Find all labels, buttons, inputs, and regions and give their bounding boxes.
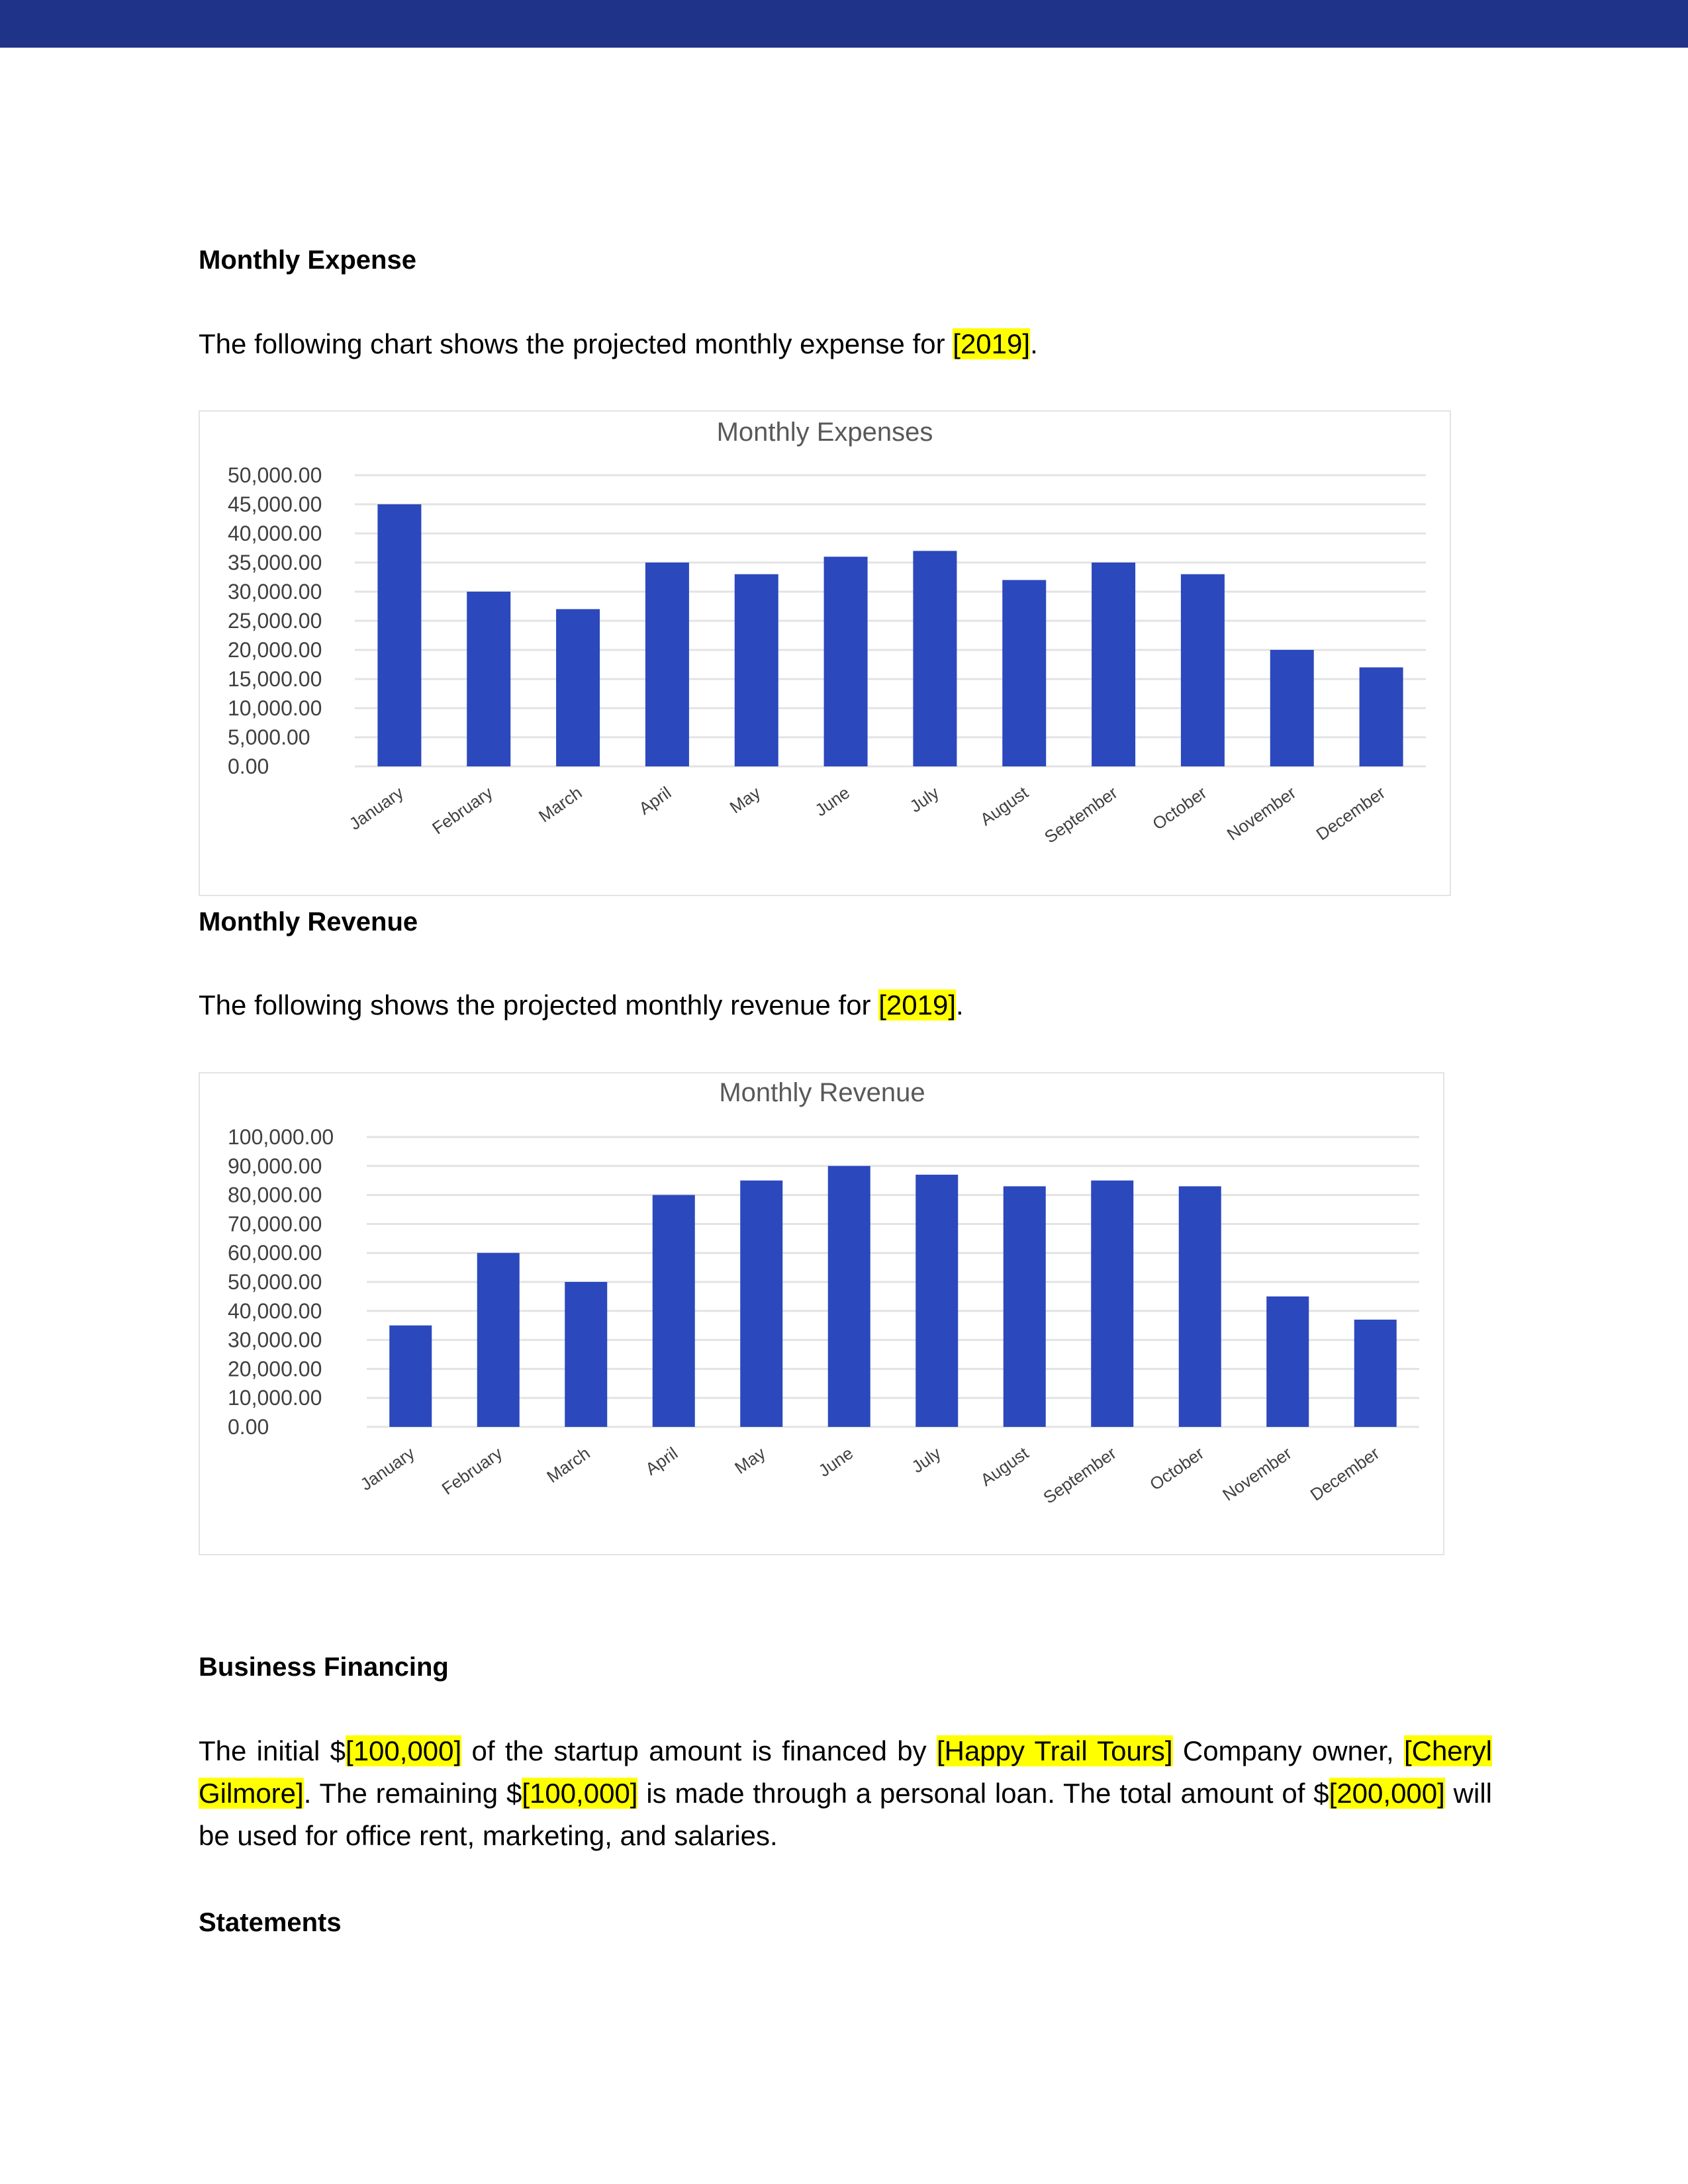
- y-tick-label: 80,000.00: [228, 1183, 322, 1207]
- monthly-expenses-chart-svg: [200, 412, 1450, 895]
- y-tick-label: 50,000.00: [228, 463, 322, 487]
- x-tick-label: July: [908, 1443, 945, 1477]
- bar-march: [556, 609, 600, 766]
- x-tick-label: August: [976, 782, 1032, 830]
- revenue-year-placeholder: [2019]: [878, 989, 956, 1021]
- monthly-expenses-chart: [199, 410, 1451, 896]
- initial-amount-placeholder: [100,000]: [346, 1735, 462, 1766]
- x-tick-label: September: [1041, 782, 1121, 847]
- top-banner: [0, 0, 1688, 48]
- y-tick-label: 40,000.00: [228, 1298, 322, 1323]
- remaining-amount-placeholder: [100,000]: [522, 1778, 638, 1809]
- x-tick-label: February: [438, 1443, 506, 1499]
- x-tick-label: November: [1219, 1443, 1295, 1505]
- x-tick-label: March: [543, 1443, 594, 1487]
- y-tick-label: 30,000.00: [228, 580, 322, 604]
- bar-august: [1004, 1186, 1046, 1427]
- y-tick-label: 20,000.00: [228, 1357, 322, 1381]
- y-tick-label: 70,000.00: [228, 1212, 322, 1236]
- financing-text-5: is made through a personal loan. The total amount of $: [637, 1778, 1329, 1809]
- bar-february: [477, 1253, 520, 1427]
- financing-text-1: The initial $: [199, 1735, 346, 1766]
- x-tick-label: August: [976, 1443, 1033, 1490]
- expense-intro-lead: The following chart shows the projected monthly expense for: [199, 328, 953, 359]
- expense-intro-text: [199, 323, 1038, 365]
- bar-december: [1360, 667, 1403, 766]
- financing-text-4: . The remaining $: [303, 1778, 522, 1809]
- x-tick-label: October: [1149, 782, 1211, 834]
- y-tick-label: 10,000.00: [228, 1386, 322, 1410]
- y-tick-label: 20,000.00: [228, 638, 322, 662]
- bar-november: [1270, 650, 1314, 766]
- bar-august: [1002, 580, 1046, 766]
- bar-june: [824, 557, 868, 766]
- bar-october: [1181, 574, 1225, 766]
- revenue-intro-lead: The following shows the projected monthly revenue for: [199, 989, 879, 1021]
- business-financing-heading: Business Financing: [199, 1653, 449, 1682]
- x-tick-label: December: [1306, 1443, 1383, 1505]
- y-tick-label: 0.00: [228, 1415, 269, 1439]
- bar-february: [467, 592, 510, 766]
- chart-title: Monthly Expenses: [716, 418, 933, 447]
- bar-april: [645, 563, 689, 766]
- x-tick-label: April: [641, 1443, 682, 1479]
- bar-january: [377, 504, 421, 766]
- company-name-placeholder: [Happy Trail Tours]: [936, 1735, 1173, 1766]
- x-tick-label: July: [906, 782, 943, 817]
- x-tick-label: March: [535, 782, 586, 827]
- financing-text-2: of the startup amount is financed by: [461, 1735, 937, 1766]
- bar-december: [1354, 1320, 1397, 1427]
- y-tick-label: 30,000.00: [228, 1328, 322, 1352]
- financing-text-3: Company owner,: [1172, 1735, 1404, 1766]
- bar-september: [1091, 1181, 1133, 1427]
- bar-september: [1092, 563, 1135, 766]
- x-tick-label: February: [428, 782, 496, 839]
- bar-march: [565, 1282, 607, 1427]
- y-tick-label: 15,000.00: [228, 667, 322, 691]
- revenue-intro-end: .: [956, 989, 964, 1021]
- y-tick-label: 50,000.00: [228, 1270, 322, 1294]
- bar-june: [828, 1166, 870, 1427]
- financing-text-6: will be used for office rent, marketing, and salaries.: [199, 1778, 1492, 1851]
- y-tick-label: 45,000.00: [228, 492, 322, 516]
- monthly-expense-heading: Monthly Expense: [199, 246, 416, 275]
- x-tick-label: September: [1039, 1443, 1120, 1508]
- monthly-revenue-chart: [199, 1072, 1444, 1555]
- bar-july: [913, 551, 957, 766]
- y-tick-label: 60,000.00: [228, 1241, 322, 1265]
- x-tick-label: June: [811, 782, 854, 821]
- statements-heading: Statements: [199, 1908, 342, 1937]
- bar-may: [740, 1181, 782, 1427]
- bar-november: [1266, 1297, 1309, 1427]
- revenue-intro-text: [199, 984, 964, 1026]
- x-tick-label: January: [345, 782, 407, 834]
- y-tick-label: 35,000.00: [228, 551, 322, 574]
- bar-july: [915, 1175, 958, 1427]
- owner-name-placeholder: [Cheryl Gilmore]: [199, 1735, 1492, 1809]
- x-tick-label: April: [635, 782, 675, 819]
- x-tick-label: June: [814, 1443, 857, 1481]
- y-tick-label: 10,000.00: [228, 696, 322, 720]
- bar-may: [735, 574, 778, 766]
- x-tick-label: May: [726, 782, 765, 818]
- y-tick-label: 100,000.00: [228, 1125, 334, 1149]
- x-tick-label: October: [1146, 1443, 1208, 1494]
- x-tick-label: December: [1312, 782, 1389, 844]
- y-tick-label: 0.00: [228, 754, 269, 778]
- bar-april: [653, 1195, 695, 1427]
- x-tick-label: November: [1223, 782, 1300, 844]
- total-amount-placeholder: [200,000]: [1329, 1778, 1445, 1809]
- bar-october: [1179, 1186, 1221, 1427]
- y-tick-label: 90,000.00: [228, 1154, 322, 1178]
- chart-title: Monthly Revenue: [719, 1078, 925, 1107]
- x-tick-label: May: [731, 1443, 769, 1479]
- expense-intro-end: .: [1030, 328, 1038, 359]
- x-tick-label: January: [356, 1443, 418, 1494]
- y-tick-label: 5,000.00: [228, 725, 310, 749]
- bar-january: [389, 1326, 432, 1427]
- financing-paragraph: [199, 1730, 1492, 1857]
- monthly-revenue-heading: Monthly Revenue: [199, 907, 418, 936]
- expense-year-placeholder: [2019]: [953, 328, 1031, 359]
- y-tick-label: 40,000.00: [228, 522, 322, 545]
- y-tick-label: 25,000.00: [228, 609, 322, 633]
- monthly-revenue-chart-svg: [200, 1073, 1443, 1554]
